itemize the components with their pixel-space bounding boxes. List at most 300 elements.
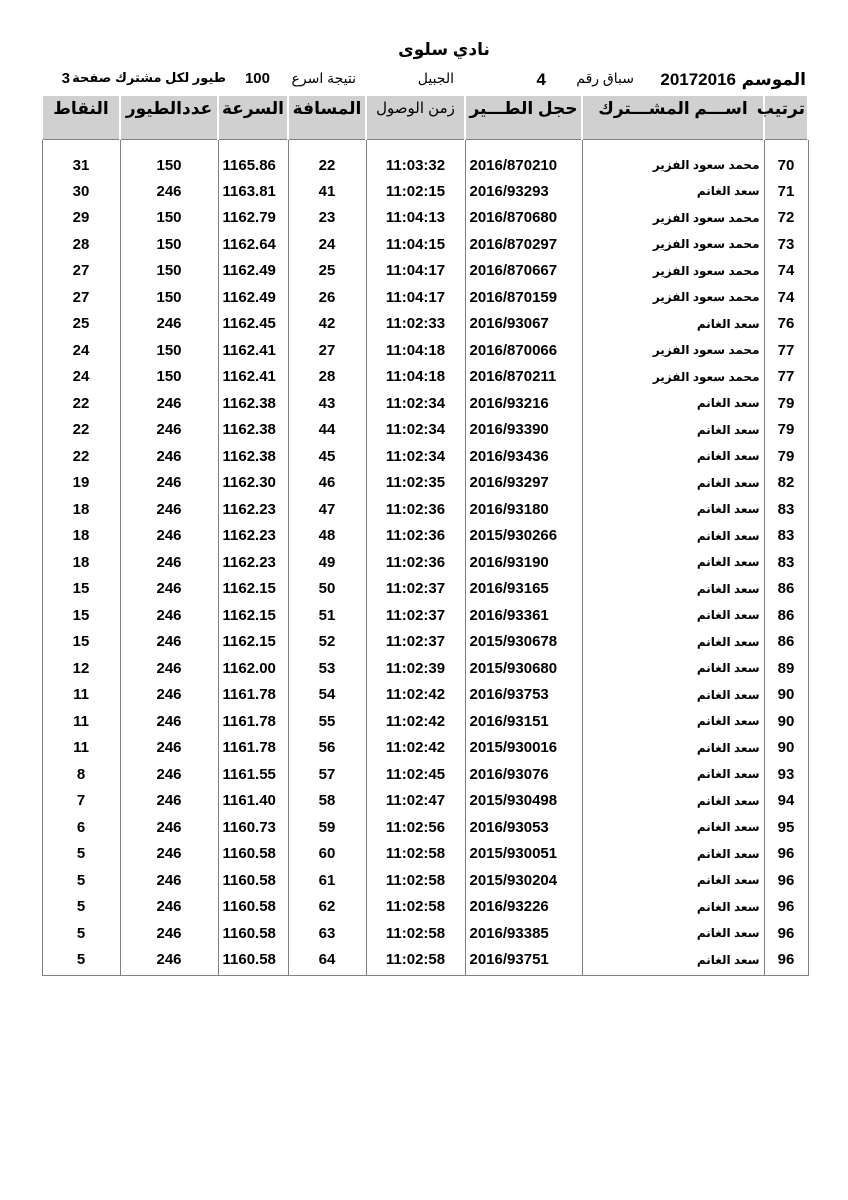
points-cell: 5 — [42, 867, 120, 894]
results-table — [41, 96, 809, 976]
birds-cell: 246 — [120, 841, 218, 868]
ring-cell: 2016/93165 — [465, 576, 582, 603]
arrival-cell: 11:02:36 — [366, 549, 465, 576]
rank-cell: 96 — [764, 947, 808, 976]
col-header-arrival: زمن الوصول — [366, 96, 465, 140]
ring-cell: 2015/930016 — [465, 735, 582, 762]
col-header-ring: حجل الطـــير — [465, 96, 582, 140]
arrival-cell: 11:02:33 — [366, 311, 465, 338]
table-row — [42, 205, 808, 232]
distance-cell: 58 — [288, 788, 366, 815]
arrival-cell: 11:02:36 — [366, 496, 465, 523]
table-row — [42, 258, 808, 285]
arrival-cell: 11:02:34 — [366, 417, 465, 444]
distance-cell: 64 — [288, 947, 366, 976]
arrival-cell: 11:02:36 — [366, 523, 465, 550]
participant-cell: سعد الغانم — [582, 496, 764, 523]
points-cell: 27 — [42, 284, 120, 311]
birds-cell: 150 — [120, 258, 218, 285]
birds-cell: 246 — [120, 178, 218, 205]
birds-cell: 246 — [120, 390, 218, 417]
participant-cell: سعد الغانم — [582, 390, 764, 417]
speed-cell: 1162.00 — [218, 655, 288, 682]
distance-cell: 43 — [288, 390, 366, 417]
results-body — [42, 140, 808, 976]
distance-cell: 51 — [288, 602, 366, 629]
race-value: 4 — [536, 70, 546, 89]
speed-cell: 1161.78 — [218, 735, 288, 762]
points-cell: 19 — [42, 470, 120, 497]
distance-cell: 22 — [288, 140, 366, 179]
distance-cell: 57 — [288, 761, 366, 788]
table-row — [42, 311, 808, 338]
points-cell: 5 — [42, 894, 120, 921]
arrival-cell: 11:02:45 — [366, 761, 465, 788]
birds-cell: 246 — [120, 867, 218, 894]
table-row — [42, 284, 808, 311]
participant-cell: سعد الغانم — [582, 549, 764, 576]
ring-cell: 2015/930678 — [465, 629, 582, 656]
col-header-rank: ترتيب — [764, 96, 808, 140]
speed-cell: 1161.78 — [218, 708, 288, 735]
arrival-cell: 11:03:32 — [366, 140, 465, 179]
birds-cell: 150 — [120, 205, 218, 232]
points-cell: 18 — [42, 549, 120, 576]
points-cell: 29 — [42, 205, 120, 232]
rank-cell: 86 — [764, 629, 808, 656]
distance-cell: 63 — [288, 920, 366, 947]
points-cell: 22 — [42, 417, 120, 444]
arrival-cell: 11:02:58 — [366, 920, 465, 947]
speed-cell: 1162.38 — [218, 443, 288, 470]
birds-cell: 246 — [120, 814, 218, 841]
birds-cell: 246 — [120, 311, 218, 338]
participant-cell: سعد الغانم — [582, 788, 764, 815]
rank-cell: 96 — [764, 867, 808, 894]
speed-cell: 1165.86 — [218, 140, 288, 179]
rank-cell: 79 — [764, 417, 808, 444]
distance-cell: 50 — [288, 576, 366, 603]
col-header-speed: السرعة — [218, 96, 288, 140]
rank-cell: 90 — [764, 682, 808, 709]
ring-cell: 2016/93436 — [465, 443, 582, 470]
arrival-cell: 11:02:58 — [366, 894, 465, 921]
speed-cell: 1160.58 — [218, 947, 288, 976]
points-cell: 28 — [42, 231, 120, 258]
participant-cell: سعد الغانم — [582, 708, 764, 735]
birds-cell: 246 — [120, 655, 218, 682]
speed-cell: 1162.38 — [218, 417, 288, 444]
distance-cell: 26 — [288, 284, 366, 311]
table-row — [42, 735, 808, 762]
distance-cell: 56 — [288, 735, 366, 762]
speed-cell: 1160.58 — [218, 894, 288, 921]
participant-cell: محمد سعود الفزير — [582, 258, 764, 285]
rank-cell: 83 — [764, 496, 808, 523]
ring-cell: 2016/93076 — [465, 761, 582, 788]
points-cell: 31 — [42, 140, 120, 179]
speed-cell: 1162.49 — [218, 284, 288, 311]
ring-cell: 2016/93361 — [465, 602, 582, 629]
distance-cell: 45 — [288, 443, 366, 470]
table-row — [42, 140, 808, 179]
participant-cell: سعد الغانم — [582, 894, 764, 921]
ring-cell: 2016/93297 — [465, 470, 582, 497]
points-cell: 11 — [42, 735, 120, 762]
ring-cell: 2016/870066 — [465, 337, 582, 364]
result-value: 100 — [244, 70, 270, 87]
table-row — [42, 443, 808, 470]
arrival-cell: 11:02:37 — [366, 602, 465, 629]
distance-cell: 61 — [288, 867, 366, 894]
distance-cell: 46 — [288, 470, 366, 497]
points-cell: 24 — [42, 337, 120, 364]
table-row — [42, 682, 808, 709]
ring-cell: 2016/870211 — [465, 364, 582, 391]
distance-cell: 49 — [288, 549, 366, 576]
ring-cell: 2016/870159 — [465, 284, 582, 311]
participant-cell: سعد الغانم — [582, 920, 764, 947]
arrival-cell: 11:02:58 — [366, 867, 465, 894]
birds-cell: 246 — [120, 443, 218, 470]
table-row — [42, 337, 808, 364]
birds-cell: 246 — [120, 682, 218, 709]
distance-cell: 44 — [288, 417, 366, 444]
distance-cell: 54 — [288, 682, 366, 709]
rank-cell: 93 — [764, 761, 808, 788]
participant-cell: سعد الغانم — [582, 682, 764, 709]
distance-cell: 23 — [288, 205, 366, 232]
speed-cell: 1162.15 — [218, 629, 288, 656]
table-row — [42, 761, 808, 788]
ring-cell: 2016/93180 — [465, 496, 582, 523]
ring-cell: 2016/93385 — [465, 920, 582, 947]
points-cell: 12 — [42, 655, 120, 682]
rank-cell: 70 — [764, 140, 808, 179]
participant-cell: سعد الغانم — [582, 761, 764, 788]
rank-cell: 86 — [764, 602, 808, 629]
col-header-points: النقاط — [42, 96, 120, 140]
speed-cell: 1162.41 — [218, 337, 288, 364]
club-title: نادي سلوى — [398, 40, 490, 59]
birds-cell: 150 — [120, 140, 218, 179]
result-label: نتيجة اسرع — [291, 70, 356, 86]
table-row — [42, 708, 808, 735]
arrival-cell: 11:02:58 — [366, 947, 465, 976]
points-cell: 22 — [42, 390, 120, 417]
table-row — [42, 390, 808, 417]
ring-cell: 2016/93190 — [465, 549, 582, 576]
table-row — [42, 470, 808, 497]
points-cell: 18 — [42, 496, 120, 523]
speed-cell: 1161.55 — [218, 761, 288, 788]
birds-cell: 150 — [120, 284, 218, 311]
rank-cell: 96 — [764, 841, 808, 868]
table-row — [42, 947, 808, 976]
col-header-birds: عددالطيور — [120, 96, 218, 140]
speed-cell: 1162.45 — [218, 311, 288, 338]
birds-cell: 246 — [120, 920, 218, 947]
points-cell: 27 — [42, 258, 120, 285]
ring-cell: 2016/870210 — [465, 140, 582, 179]
arrival-cell: 11:02:42 — [366, 735, 465, 762]
rank-cell: 73 — [764, 231, 808, 258]
rank-cell: 74 — [764, 284, 808, 311]
distance-cell: 24 — [288, 231, 366, 258]
speed-cell: 1160.58 — [218, 841, 288, 868]
points-cell: 8 — [42, 761, 120, 788]
points-cell: 11 — [42, 708, 120, 735]
participant-cell: سعد الغانم — [582, 576, 764, 603]
points-cell: 15 — [42, 629, 120, 656]
birds-cell: 246 — [120, 523, 218, 550]
ring-cell: 2016/93151 — [465, 708, 582, 735]
participant-cell: سعد الغانم — [582, 735, 764, 762]
distance-cell: 60 — [288, 841, 366, 868]
participant-cell: محمد سعود الفزير — [582, 337, 764, 364]
arrival-cell: 11:02:15 — [366, 178, 465, 205]
season-value: 20172016 — [660, 70, 736, 89]
table-row — [42, 629, 808, 656]
table-row — [42, 576, 808, 603]
distance-cell: 55 — [288, 708, 366, 735]
distance-cell: 27 — [288, 337, 366, 364]
rank-cell: 76 — [764, 311, 808, 338]
points-cell: 7 — [42, 788, 120, 815]
ring-cell: 2016/93753 — [465, 682, 582, 709]
distance-cell: 59 — [288, 814, 366, 841]
ring-cell: 2015/930680 — [465, 655, 582, 682]
speed-cell: 1162.23 — [218, 549, 288, 576]
arrival-cell: 11:02:37 — [366, 629, 465, 656]
points-cell: 15 — [42, 576, 120, 603]
rank-cell: 77 — [764, 337, 808, 364]
arrival-cell: 11:02:34 — [366, 390, 465, 417]
speed-cell: 1160.58 — [218, 920, 288, 947]
distance-cell: 28 — [288, 364, 366, 391]
points-cell: 6 — [42, 814, 120, 841]
table-row — [42, 920, 808, 947]
points-cell: 25 — [42, 311, 120, 338]
ring-cell: 2016/870680 — [465, 205, 582, 232]
ring-cell: 2015/930051 — [465, 841, 582, 868]
ring-cell: 2015/930204 — [465, 867, 582, 894]
speed-cell: 1161.40 — [218, 788, 288, 815]
speed-cell: 1162.64 — [218, 231, 288, 258]
participant-cell: محمد سعود الفزير — [582, 140, 764, 179]
table-row — [42, 231, 808, 258]
arrival-cell: 11:04:17 — [366, 258, 465, 285]
table-row — [42, 523, 808, 550]
rank-cell: 95 — [764, 814, 808, 841]
table-row — [42, 814, 808, 841]
participant-cell: سعد الغانم — [582, 602, 764, 629]
speed-cell: 1162.38 — [218, 390, 288, 417]
participant-cell: محمد سعود الفزير — [582, 364, 764, 391]
table-row — [42, 788, 808, 815]
arrival-cell: 11:04:17 — [366, 284, 465, 311]
arrival-cell: 11:02:47 — [366, 788, 465, 815]
points-cell: 18 — [42, 523, 120, 550]
birds-cell: 246 — [120, 947, 218, 976]
points-cell: 5 — [42, 947, 120, 976]
location: الجبيل — [417, 70, 454, 86]
arrival-cell: 11:04:15 — [366, 231, 465, 258]
points-cell: 22 — [42, 443, 120, 470]
participant-cell: سعد الغانم — [582, 841, 764, 868]
birds-cell: 246 — [120, 602, 218, 629]
arrival-cell: 11:02:42 — [366, 682, 465, 709]
speed-cell: 1162.23 — [218, 496, 288, 523]
rank-cell: 83 — [764, 523, 808, 550]
participant-cell: سعد الغانم — [582, 629, 764, 656]
speed-cell: 1162.15 — [218, 576, 288, 603]
ring-cell: 2016/93226 — [465, 894, 582, 921]
participant-cell: سعد الغانم — [582, 947, 764, 976]
rank-cell: 82 — [764, 470, 808, 497]
ring-cell: 2016/870297 — [465, 231, 582, 258]
table-row — [42, 178, 808, 205]
rank-cell: 74 — [764, 258, 808, 285]
points-cell: 30 — [42, 178, 120, 205]
ring-cell: 2016/93067 — [465, 311, 582, 338]
birds-cell: 246 — [120, 576, 218, 603]
birds-cell: 246 — [120, 417, 218, 444]
participant-cell: محمد سعود الفزير — [582, 284, 764, 311]
rank-cell: 72 — [764, 205, 808, 232]
participant-cell: سعد الغانم — [582, 311, 764, 338]
table-row — [42, 496, 808, 523]
rank-cell: 83 — [764, 549, 808, 576]
page-number: 3 — [61, 70, 70, 87]
per-page-text: طيور لكل مشترك صفحة — [72, 70, 226, 85]
points-cell: 5 — [42, 920, 120, 947]
points-cell: 24 — [42, 364, 120, 391]
participant-cell: سعد الغانم — [582, 470, 764, 497]
speed-cell: 1162.30 — [218, 470, 288, 497]
participant-cell: سعد الغانم — [582, 655, 764, 682]
speed-cell: 1162.79 — [218, 205, 288, 232]
table-row — [42, 602, 808, 629]
birds-cell: 246 — [120, 788, 218, 815]
points-cell: 5 — [42, 841, 120, 868]
birds-cell: 246 — [120, 708, 218, 735]
ring-cell: 2016/93216 — [465, 390, 582, 417]
season-label: الموسم — [741, 70, 806, 89]
distance-cell: 48 — [288, 523, 366, 550]
birds-cell: 246 — [120, 629, 218, 656]
participant-cell: محمد سعود الفزير — [582, 231, 764, 258]
rank-cell: 71 — [764, 178, 808, 205]
ring-cell: 2016/93053 — [465, 814, 582, 841]
col-header-distance: المسافة — [288, 96, 366, 140]
distance-cell: 62 — [288, 894, 366, 921]
table-row — [42, 417, 808, 444]
rank-cell: 90 — [764, 735, 808, 762]
rank-cell: 79 — [764, 443, 808, 470]
participant-cell: سعد الغانم — [582, 523, 764, 550]
ring-cell: 2016/93751 — [465, 947, 582, 976]
arrival-cell: 11:02:58 — [366, 841, 465, 868]
participant-cell: سعد الغانم — [582, 867, 764, 894]
ring-cell: 2015/930266 — [465, 523, 582, 550]
rank-cell: 86 — [764, 576, 808, 603]
rank-cell: 90 — [764, 708, 808, 735]
points-cell: 11 — [42, 682, 120, 709]
birds-cell: 150 — [120, 231, 218, 258]
rank-cell: 89 — [764, 655, 808, 682]
ring-cell: 2016/93390 — [465, 417, 582, 444]
arrival-cell: 11:02:56 — [366, 814, 465, 841]
ring-cell: 2015/930498 — [465, 788, 582, 815]
race-label: سباق رقم — [576, 70, 634, 86]
table-row — [42, 549, 808, 576]
table-row — [42, 655, 808, 682]
table-row — [42, 867, 808, 894]
arrival-cell: 11:04:13 — [366, 205, 465, 232]
speed-cell: 1162.41 — [218, 364, 288, 391]
speed-cell: 1160.58 — [218, 867, 288, 894]
birds-cell: 150 — [120, 337, 218, 364]
ring-cell: 2016/870667 — [465, 258, 582, 285]
arrival-cell: 11:02:35 — [366, 470, 465, 497]
birds-cell: 150 — [120, 364, 218, 391]
birds-cell: 246 — [120, 549, 218, 576]
participant-cell: محمد سعود الفزير — [582, 205, 764, 232]
participant-cell: سعد الغانم — [582, 443, 764, 470]
table-row — [42, 894, 808, 921]
distance-cell: 25 — [288, 258, 366, 285]
birds-cell: 246 — [120, 894, 218, 921]
speed-cell: 1162.23 — [218, 523, 288, 550]
speed-cell: 1160.73 — [218, 814, 288, 841]
speed-cell: 1161.78 — [218, 682, 288, 709]
arrival-cell: 11:04:18 — [366, 337, 465, 364]
speed-cell: 1162.49 — [218, 258, 288, 285]
distance-cell: 42 — [288, 311, 366, 338]
arrival-cell: 11:04:18 — [366, 364, 465, 391]
distance-cell: 41 — [288, 178, 366, 205]
birds-cell: 246 — [120, 761, 218, 788]
birds-cell: 246 — [120, 496, 218, 523]
ring-cell: 2016/93293 — [465, 178, 582, 205]
participant-cell: سعد الغانم — [582, 417, 764, 444]
distance-cell: 52 — [288, 629, 366, 656]
arrival-cell: 11:02:37 — [366, 576, 465, 603]
points-cell: 15 — [42, 602, 120, 629]
rank-cell: 94 — [764, 788, 808, 815]
header-row — [42, 96, 808, 140]
arrival-cell: 11:02:39 — [366, 655, 465, 682]
speed-cell: 1163.81 — [218, 178, 288, 205]
participant-cell: سعد الغانم — [582, 814, 764, 841]
rank-cell: 96 — [764, 894, 808, 921]
table-row — [42, 364, 808, 391]
arrival-cell: 11:02:34 — [366, 443, 465, 470]
rank-cell: 96 — [764, 920, 808, 947]
rank-cell: 79 — [764, 390, 808, 417]
birds-cell: 246 — [120, 470, 218, 497]
speed-cell: 1162.15 — [218, 602, 288, 629]
arrival-cell: 11:02:42 — [366, 708, 465, 735]
distance-cell: 47 — [288, 496, 366, 523]
distance-cell: 53 — [288, 655, 366, 682]
table-row — [42, 841, 808, 868]
rank-cell: 77 — [764, 364, 808, 391]
participant-cell: سعد الغانم — [582, 178, 764, 205]
col-header-participant: اســـم المشـــترك — [582, 96, 764, 140]
birds-cell: 246 — [120, 735, 218, 762]
